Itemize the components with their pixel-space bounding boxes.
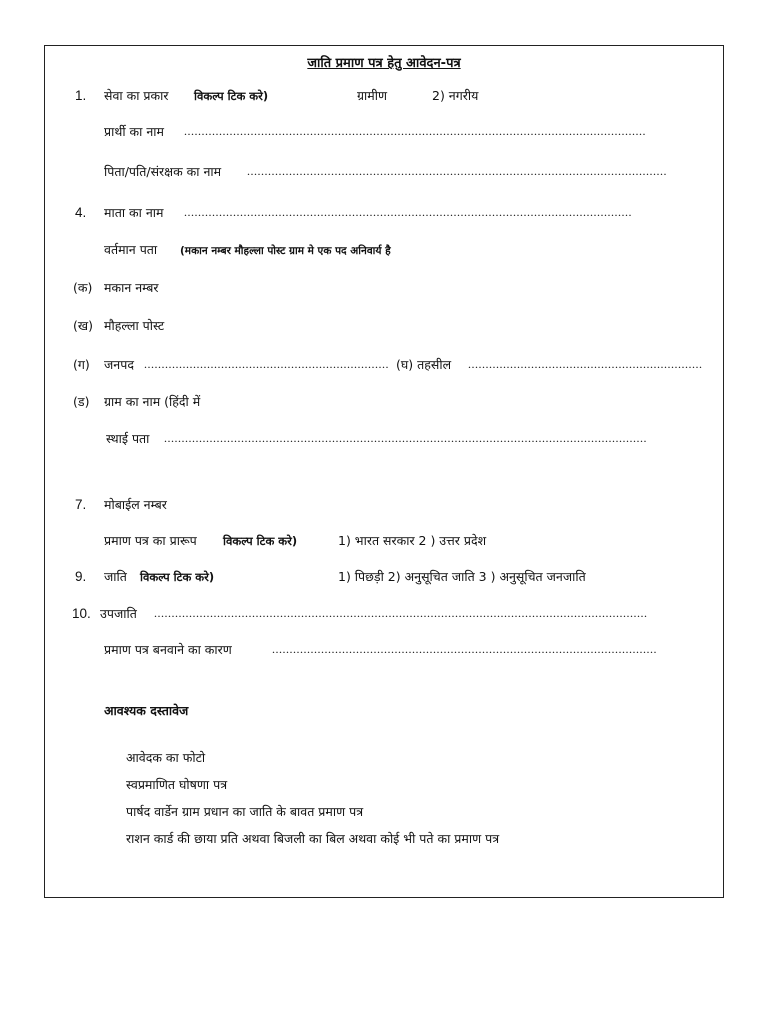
document-item: राशन कार्ड की छाया प्रति अथवा बिजली का बिल अथवा कोई भी पते का प्रमाण पत्र <box>126 831 500 846</box>
document-item: स्वप्रमाणित घोषणा पत्र <box>126 777 228 792</box>
document-item: आवेदक का फोटो <box>126 750 206 765</box>
father-name-label: पिता/पति/संरक्षक का नाम <box>104 164 222 179</box>
subcaste-field[interactable]: ............................................................................................................................................. <box>154 606 648 620</box>
current-address-hint: (मकान नम्बर मौहल्ला पोस्ट ग्राम मे एक पद अनिवार्य है <box>180 245 391 257</box>
item-number: 10. <box>72 606 91 621</box>
service-option-urban[interactable]: 2) नगरीय <box>432 88 479 103</box>
certificate-format-options[interactable]: 1) भारत सरकार 2 ) उत्तर प्रदेश <box>338 533 487 548</box>
certificate-format-hint: विकल्प टिक करे) <box>223 534 298 548</box>
father-name-field[interactable]: ........................................................................................................................ <box>247 164 667 178</box>
subcaste-label: उपजाति <box>100 606 137 621</box>
tehsil-field[interactable]: ................................................................... <box>468 357 703 371</box>
village-name-label: ग्राम का नाम (हिंदी में <box>104 394 201 409</box>
service-type-hint: विकल्प टिक करे) <box>194 89 269 103</box>
document-item: पार्षद वार्डेन ग्राम प्रधान का जाति के बावत प्रमाण पत्र <box>126 804 364 819</box>
district-field[interactable]: ...................................................................... <box>144 357 389 371</box>
sub-item-mark: (ख) <box>73 318 93 333</box>
mobile-number-label: मोबाईल नम्बर <box>104 497 167 512</box>
item-number: 9. <box>75 569 87 584</box>
mother-name-field[interactable]: ................................................................................................................................ <box>184 205 632 219</box>
reason-label: प्रमाण पत्र बनवाने का कारण <box>104 642 232 657</box>
item-number: 1. <box>75 88 87 103</box>
caste-hint: विकल्प टिक करे) <box>140 570 215 584</box>
district-label: जनपद <box>104 357 134 372</box>
applicant-name-label: प्रार्थी का नाम <box>104 124 165 139</box>
permanent-address-field[interactable]: .......................................................................................................................................... <box>164 431 647 445</box>
documents-heading: आवश्यक दस्तावेज <box>104 703 189 718</box>
mother-name-label: माता का नाम <box>104 205 164 220</box>
service-type-label: सेवा का प्रकार <box>104 88 169 103</box>
caste-options[interactable]: 1) पिछड़ी 2) अनुसूचित जाति 3 ) अनुसूचित जनजाति <box>338 569 586 584</box>
service-option-rural[interactable]: ग्रामीण <box>357 88 388 103</box>
sub-item-mark: (ग) <box>73 357 90 372</box>
certificate-format-label: प्रमाण पत्र का प्रारूप <box>104 533 197 548</box>
current-address-label: वर्तमान पता <box>104 242 158 257</box>
form-border-bottom <box>44 897 724 898</box>
form-border-left <box>44 690 45 897</box>
house-number-label: मकान नम्बर <box>104 280 159 295</box>
caste-label: जाति <box>104 569 127 584</box>
sub-item-mark: (क) <box>73 280 93 295</box>
form-title: जाति प्रमाण पत्र हेतु आवेदन-पत्र <box>307 56 461 71</box>
sub-item-mark: (ड) <box>73 394 90 409</box>
item-number: 4. <box>75 205 87 220</box>
reason-field[interactable]: .............................................................................................................. <box>272 642 657 656</box>
item-number: 7. <box>75 497 87 512</box>
permanent-address-label: स्थाई पता <box>106 431 150 446</box>
tehsil-label: (घ) तहसील <box>396 357 452 372</box>
applicant-name-field[interactable]: .................................................................................................................................... <box>184 124 646 138</box>
mohalla-post-label: मौहल्ला पोस्ट <box>104 318 165 333</box>
form-border-right <box>723 690 724 897</box>
